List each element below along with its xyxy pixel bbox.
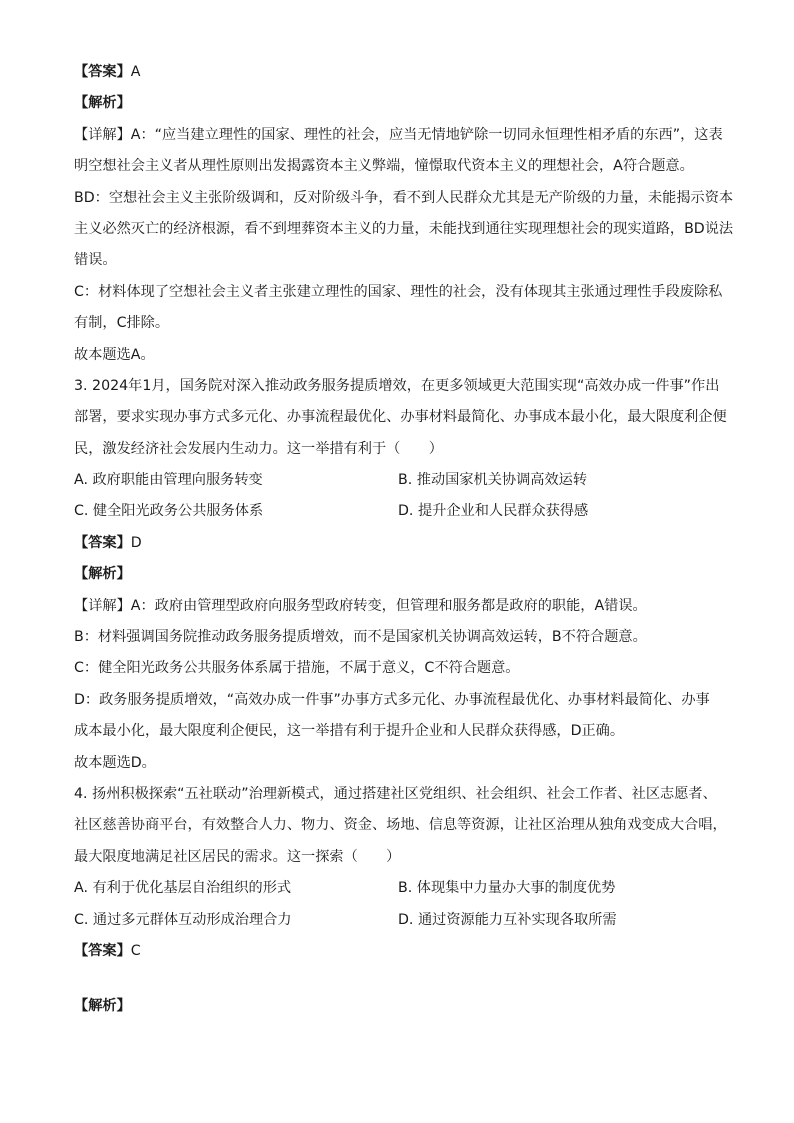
- q4-stem-line: 最大限度地满足社区居民的需求。这一探索（ ）: [74, 848, 401, 865]
- q3-detail-line: 【详解】A：政府由管理型政府向服务型政府转变，但管理和服务都是政府的职能，A错误。: [74, 597, 647, 614]
- answer-value: A: [130, 64, 141, 80]
- q3-options: [74, 470, 724, 533]
- q4-option-a: A. 有利于优化基层自治组织的形式: [74, 880, 292, 897]
- q3-analysis-tag: 【解析】: [74, 566, 131, 583]
- q3-conclusion: 故本题选D。: [74, 754, 156, 771]
- q4-stem-line: 社区慈善协商平台，有效整合人力、物力、资金、场地、信息等资源，让社区治理从独角戏变成大合唱，: [74, 817, 727, 834]
- q4-options: [74, 878, 724, 941]
- q4-answer: [74, 941, 724, 962]
- q2-detail-line: C：材料体现了空想社会主义者主张建立理性的国家、理性的社会，没有体现其主张通过理性手段废除私: [74, 283, 723, 300]
- q2-detail-line: 明空想社会主义者从理性原则出发揭露资本主义弊端，憧憬取代资本主义的理想社会，A符合题意。: [74, 158, 694, 175]
- q2-analysis-tag: 【解析】: [74, 95, 131, 112]
- q2-detail-line: 有制，C排除。: [74, 315, 170, 332]
- q3-detail-line: B：材料强调国务院推动政务服务提质增效，而不是国家机关协调高效运转，B不符合题意。: [74, 629, 647, 646]
- q4-analysis-tag: 【解析】: [74, 997, 131, 1014]
- q3-detail-line: 成本最小化，最大限度利企便民，这一举措有利于提升企业和人民群众获得感，D正确。: [74, 723, 625, 740]
- q4-option-c: C. 通过多元群体互动形成治理合力: [74, 911, 292, 928]
- q2-detail-line: BD：空想社会主义主张阶级调和，反对阶级斗争，看不到人民群众尤其是无产阶级的力量，未能揭示资本: [74, 189, 734, 206]
- answer-tag: 【答案】: [74, 64, 131, 80]
- q3-detail-line: C：健全阳光政务公共服务体系属于措施，不属于意义，C不符合题意。: [74, 660, 520, 677]
- q2-detail-line: 错误。: [74, 252, 117, 269]
- q3-option-a: A. 政府职能由管理向服务转变: [74, 472, 263, 489]
- q3-option-c: C. 健全阳光政务公共服务体系: [74, 503, 264, 520]
- answer-tag: 【答案】: [74, 942, 131, 959]
- q3-stem-line: 民，激发经济社会发展内生动力。这一举措有利于（ ）: [74, 440, 443, 457]
- q2-detail-line: 【详解】A：“应当建立理性的国家、理性的社会，应当无情地铲除一切同永恒理性相矛盾的东西”，这表: [74, 126, 723, 143]
- q3-answer: [74, 533, 724, 554]
- q3-stem-line: 部署，要求实现办事方式多元化、办事流程最优化、办事材料最简化、办事成本最小化，最大限度利企便: [74, 409, 727, 426]
- q4-stem-line: 4. 扬州积极探索“五社联动”治理新模式，通过搭建社区党组织、社会组织、社会工作者、社区志愿者、: [74, 785, 717, 802]
- q2-conclusion: 故本题选A。: [74, 346, 155, 363]
- q3-stem-line: 3. 2024年1月，国务院对深入推动政务服务提质增效，在更多领域更大范围实现“高效办成一件事”作出: [74, 377, 720, 394]
- q2-detail-line: 主义必然灭亡的经济根源，看不到埋葬资本主义的力量，未能找到通往实现理想社会的现实道路，BD说法: [74, 220, 734, 237]
- q3-option-d: D. 提升企业和人民群众获得感: [398, 503, 589, 520]
- q2-answer: [74, 62, 724, 83]
- q3-option-b: B. 推动国家机关协调高效运转: [398, 472, 588, 489]
- q3-detail-line: D：政务服务提质增效，“高效办成一件事”办事方式多元化、办事流程最优化、办事材料最简化、办事: [74, 691, 710, 708]
- exam-page: [74, 62, 734, 1027]
- answer-value: C: [130, 942, 141, 959]
- q4-option-b: B. 体现集中力量办大事的制度优势: [398, 880, 616, 897]
- answer-tag: 【答案】: [74, 534, 131, 551]
- q4-option-d: D. 通过资源能力互补实现各取所需: [398, 911, 617, 928]
- answer-value: D: [130, 534, 142, 551]
